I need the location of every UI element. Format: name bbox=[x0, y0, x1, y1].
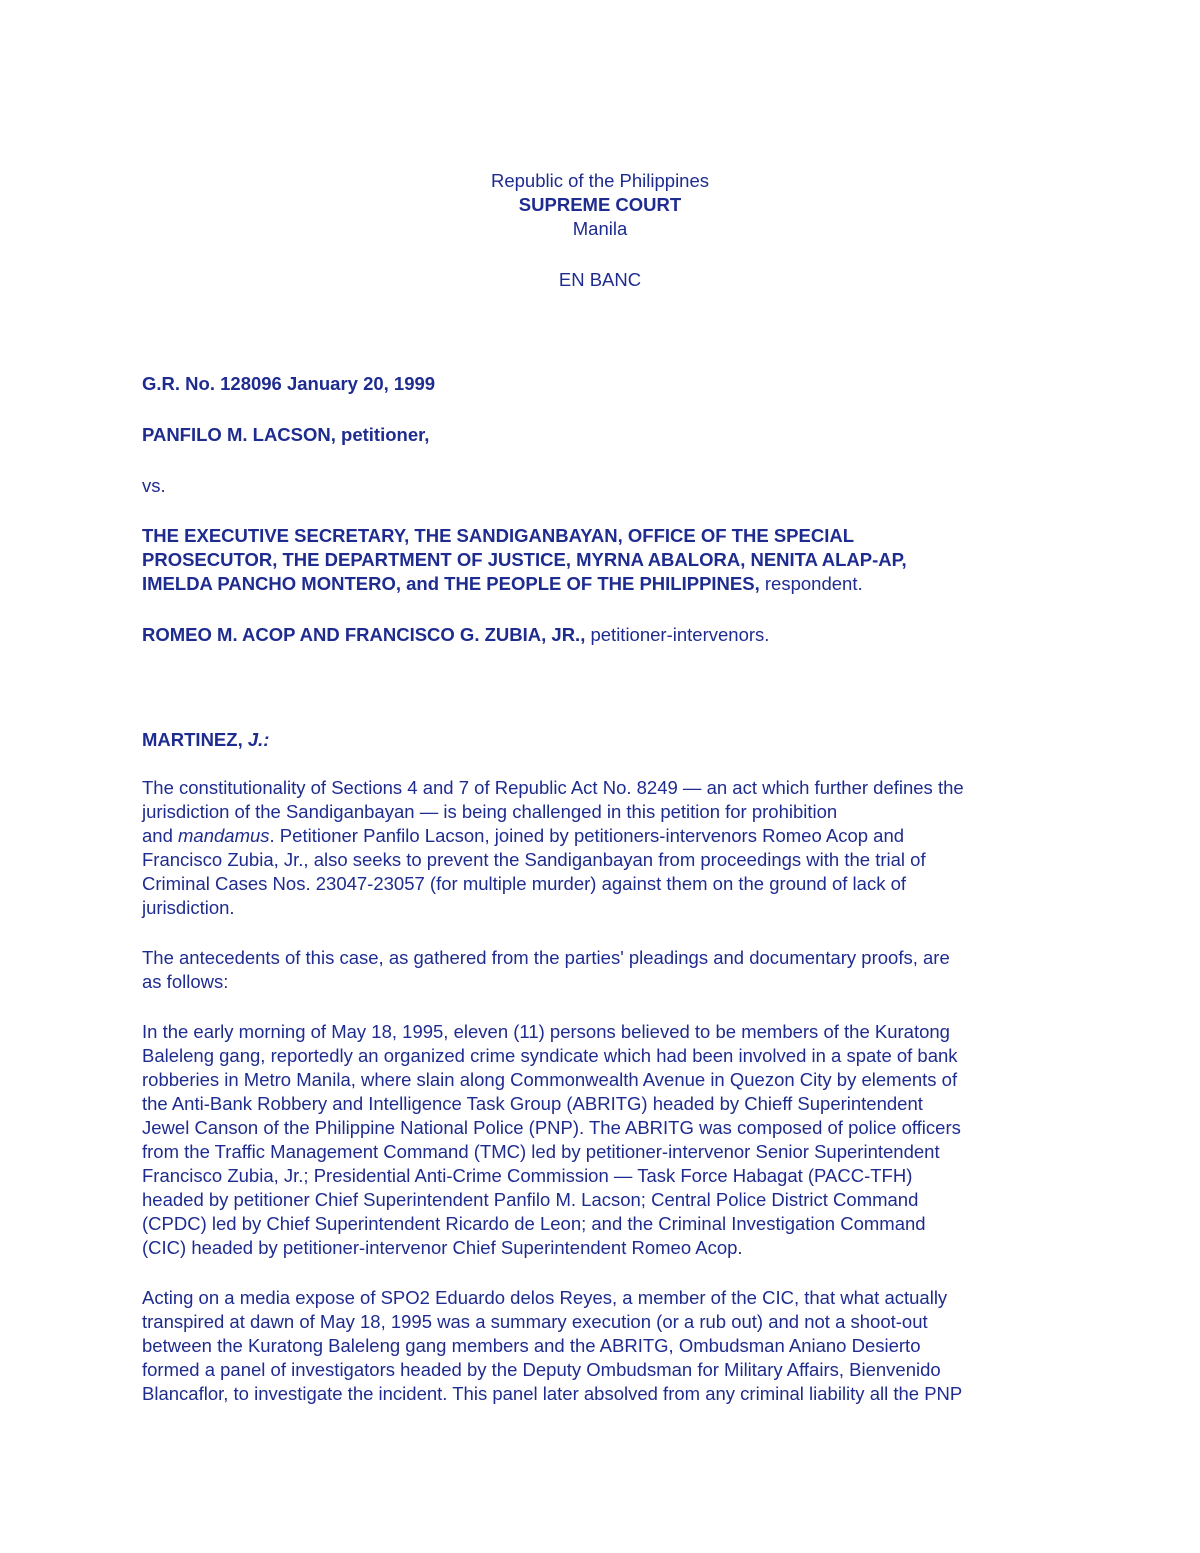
paragraph-line: (CIC) headed by petitioner-intervenor Chief Superintendent Romeo Acop. bbox=[142, 1237, 743, 1258]
paragraph-line: (CPDC) led by Chief Superintendent Ricardo de Leon; and the Criminal Investigation Command bbox=[142, 1213, 926, 1234]
paragraph-line: the Anti-Bank Robbery and Intelligence Task Group (ABRITG) headed by Chieff Superintendent bbox=[142, 1093, 923, 1114]
paragraph-line bbox=[142, 824, 1062, 848]
paragraph-line: Jewel Canson of the Philippine National Police (PNP). The ABRITG was composed of police officers bbox=[142, 1117, 961, 1138]
respondents-line: THE EXECUTIVE SECRETARY, THE SANDIGANBAYAN, OFFICE OF THE SPECIAL bbox=[142, 525, 854, 546]
paragraph-line: The antecedents of this case, as gathered from the parties' pleadings and documentary proofs, are bbox=[142, 947, 950, 968]
paragraph-3 bbox=[142, 1020, 1062, 1260]
paragraph-line: In the early morning of May 18, 1995, eleven (11) persons believed to be members of the Kuratong bbox=[142, 1021, 950, 1042]
paragraph-4 bbox=[142, 1286, 1062, 1406]
respondents-names: IMELDA PANCHO MONTERO, and THE PEOPLE OF THE PHILIPPINES, bbox=[142, 573, 760, 594]
paragraph-1 bbox=[142, 776, 1062, 920]
respondents-role: respondent. bbox=[759, 573, 863, 594]
paragraph-line: headed by petitioner Chief Superintendent Panfilo M. Lacson; Central Police District Command bbox=[142, 1189, 919, 1210]
paragraph-line: as follows: bbox=[142, 971, 229, 992]
italic-term: mandamus bbox=[178, 825, 270, 846]
court-city: Manila bbox=[572, 218, 628, 239]
ponente-name: MARTINEZ, bbox=[142, 729, 248, 750]
paragraph-line: Francisco Zubia, Jr.; Presidential Anti-Crime Commission — Task Force Habagat (PACC-TFH) bbox=[142, 1165, 913, 1186]
paragraph-line: The constitutionality of Sections 4 and 7 of Republic Act No. 8249 — an act which further defines the bbox=[142, 777, 964, 798]
paragraph-line: Acting on a media expose of SPO2 Eduardo delos Reyes, a member of the CIC, that what actually bbox=[142, 1287, 948, 1308]
case-number: G.R. No. 128096 January 20, 1999 bbox=[142, 373, 436, 394]
respondents-line: PROSECUTOR, THE DEPARTMENT OF JUSTICE, MYRNA ABALORA, NENITA ALAP-AP, bbox=[142, 549, 907, 570]
intervenors-role: petitioner-intervenors. bbox=[585, 624, 770, 645]
respondents-block bbox=[142, 524, 1062, 596]
paragraph-line: from the Traffic Management Command (TMC) led by petitioner-intervenor Senior Superintendent bbox=[142, 1141, 940, 1162]
paragraph-line: Criminal Cases Nos. 23047-23057 (for multiple murder) against them on the ground of lack of bbox=[142, 873, 907, 894]
paragraph-2 bbox=[142, 946, 1062, 994]
versus-label: vs. bbox=[142, 475, 166, 496]
paragraph-line: jurisdiction of the Sandiganbayan — is being challenged in this petition for prohibition bbox=[142, 801, 838, 822]
republic-line: Republic of the Philippines bbox=[490, 170, 710, 191]
court-name: SUPREME COURT bbox=[518, 194, 682, 215]
text-span: and bbox=[142, 825, 179, 846]
respondents-line bbox=[142, 572, 1062, 596]
intervenors-names: ROMEO M. ACOP AND FRANCISCO G. ZUBIA, JR., bbox=[142, 624, 586, 645]
intervenors-line bbox=[142, 623, 1062, 647]
text-span: . Petitioner Panfilo Lacson, joined by petitioners-intervenors Romeo Acop and bbox=[269, 825, 905, 846]
paragraph-line: transpired at dawn of May 18, 1995 was a summary execution (or a rub out) and not a shoot-out bbox=[142, 1311, 928, 1332]
paragraph-line: Baleleng gang, reportedly an organized crime syndicate which had been involved in a spate of bank bbox=[142, 1045, 958, 1066]
paragraph-line: jurisdiction. bbox=[142, 897, 235, 918]
ponente-line bbox=[142, 728, 1062, 752]
paragraph-line: Blancaflor, to investigate the incident. This panel later absolved from any criminal liability all the PNP bbox=[142, 1383, 963, 1404]
paragraph-line: robberies in Metro Manila, where slain along Commonwealth Avenue in Quezon City by elements of bbox=[142, 1069, 958, 1090]
paragraph-line: between the Kuratong Baleleng gang members and the ABRITG, Ombudsman Aniano Desierto bbox=[142, 1335, 921, 1356]
division-label: EN BANC bbox=[558, 269, 642, 290]
petitioner-name: PANFILO M. LACSON, petitioner, bbox=[142, 424, 430, 445]
ponente-title: J.: bbox=[247, 729, 270, 750]
paragraph-line: formed a panel of investigators headed by the Deputy Ombudsman for Military Affairs, Bienvenido bbox=[142, 1359, 941, 1380]
paragraph-line: Francisco Zubia, Jr., also seeks to prevent the Sandiganbayan from proceedings with the trial of bbox=[142, 849, 926, 870]
